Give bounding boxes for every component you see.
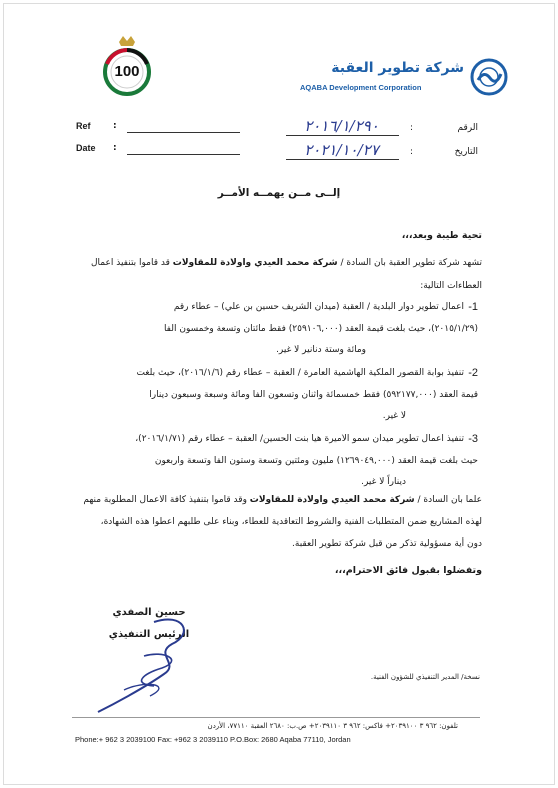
aqaba-wave-icon [470,58,508,96]
item-line: قيمة العقد (٥٩٢١٧٧,٠٠٠) فقط خمسمائة واثنان وتسعون ألفاً ومائة وسبعة وسبعون ديناراً [149,390,478,400]
item-number: -1 [468,301,478,313]
item-line: لا غير. [382,411,406,421]
list-item [64,365,478,423]
centennial-logo [97,34,157,98]
signatory-name: حسين الصفدي [112,607,186,618]
centennial-number: 100 [114,63,140,80]
ref-blank-line [127,132,240,133]
closing-company: شركة محمد العيدي وأولادة للمقاولات [249,495,415,505]
date-colon-ar: : [410,147,414,157]
company-name-en: AQABA Development Corporation [300,83,422,92]
date-value: ٢٠٢١/١٠/٢٧ [304,141,379,159]
closing-suffix: وقد قاموا بتنفيذ كافة الاعمال المطلوبة منهم [83,495,250,505]
ref-label-ar: الرقم [457,123,478,133]
ref-value: ٢٠١٦/١/٢٩٠ [304,117,379,135]
intro-line-2: العطاءات التالية: [420,281,482,291]
closing-prefix: علما بأن السادة / [414,495,482,505]
addressee: إلــى مــن يهمــه الأمــر [217,187,341,199]
item-number: -3 [468,433,478,445]
date-blank-line [127,154,240,155]
item-line: تنفيذ بوابة القصور الملكية الهاشمية العامرة / العقبة – عطاء رقم (٢٠١٦/١/٦)، حيث بلغت [136,368,464,378]
regards: وتفضلوا بقبول فائق الاحترام،،، [334,565,482,576]
item-line: (٢٠١٥/١/٢٩)، حيث بلغت قيمة العقد (٢٥٩١٠٦,٠٠٠) فقط مائتان وتسعة وخمسون ألفاً [163,324,478,334]
date-colon: : [113,143,117,153]
greeting: تحية طيبة وبعد،،، [401,230,482,241]
date-value-line [286,159,399,160]
intro-prefix: تشهد شركة تطوير العقبة بأن السادة / [337,258,482,268]
signature-mark-icon [84,604,214,714]
company-logo [300,54,510,104]
closing-line-2: لهذه المشاريع ضمن المتطلبات الفنية والشروط التعاقدية للعطاء، وبناء على طلبهم أعطوا هذه الشهادة، [100,517,482,527]
ref-colon-ar: : [410,123,414,133]
date-label-ar: التاريخ [454,147,478,157]
intro-company: شركة محمد العيدي وأولادة للمقاولات [172,258,338,268]
footer-ar: تلفون: ٩٦٢ ٣ ٢٠٣٩١٠٠+ فاكس: ٩٦٢ ٣ ٢٠٣٩١١٠+ ص.ب: ٢٦٨٠ العقبة ٧٧١١٠، الأردن [207,722,458,730]
footer-en: Phone:+ 962 3 2039100 Fax: +962 3 2039110 P.O.Box: 2680 Aqaba 77110, Jordan [75,735,351,744]
company-name-ar: شركة تطوير العقبة [331,60,464,76]
ref-colon: : [113,121,117,131]
cc-note: نسخة/ المدير التنفيذي للشؤون الفنية. [370,673,480,681]
closing-line-3: دون أية مسؤولية تذكر من قبل شركة تطوير العقبة. [292,539,482,549]
letter-page [3,3,555,785]
date-label: Date [76,143,96,153]
item-line: تنفيذ أعمال تطوير ميدان سمو الأميرة هيا بنت الحسين/ العقبة – عطاء رقم (٢٠١٦/١/٧١)، [135,434,464,444]
footer-divider [72,717,480,718]
intro-suffix: قد قاموا بتنفيذ أعمال [91,258,173,268]
signatory-title: الرئيس التنفيذي [108,629,190,640]
list-item [64,431,478,489]
item-line: ومائة وستة دنانير لا غير. [276,345,366,355]
ref-value-line [286,135,399,136]
intro-line-1 [68,258,482,268]
item-line: حيث بلغت قيمة العقد (١٢٦٩٠٤٩,٠٠٠) مليون ومئتين وتسعة وستون ألفاً وتسعة وأربعون [154,456,478,466]
item-number: -2 [468,367,478,379]
item-line: أعمال تطوير دوار البلدية / العقبة (ميدان الشريف حسين بن علي) – عطاء رقم [173,302,464,312]
item-line: ديناراً لا غير. [361,477,406,487]
ref-label: Ref [76,121,91,131]
list-item [64,299,478,357]
closing-line-1 [68,495,482,505]
